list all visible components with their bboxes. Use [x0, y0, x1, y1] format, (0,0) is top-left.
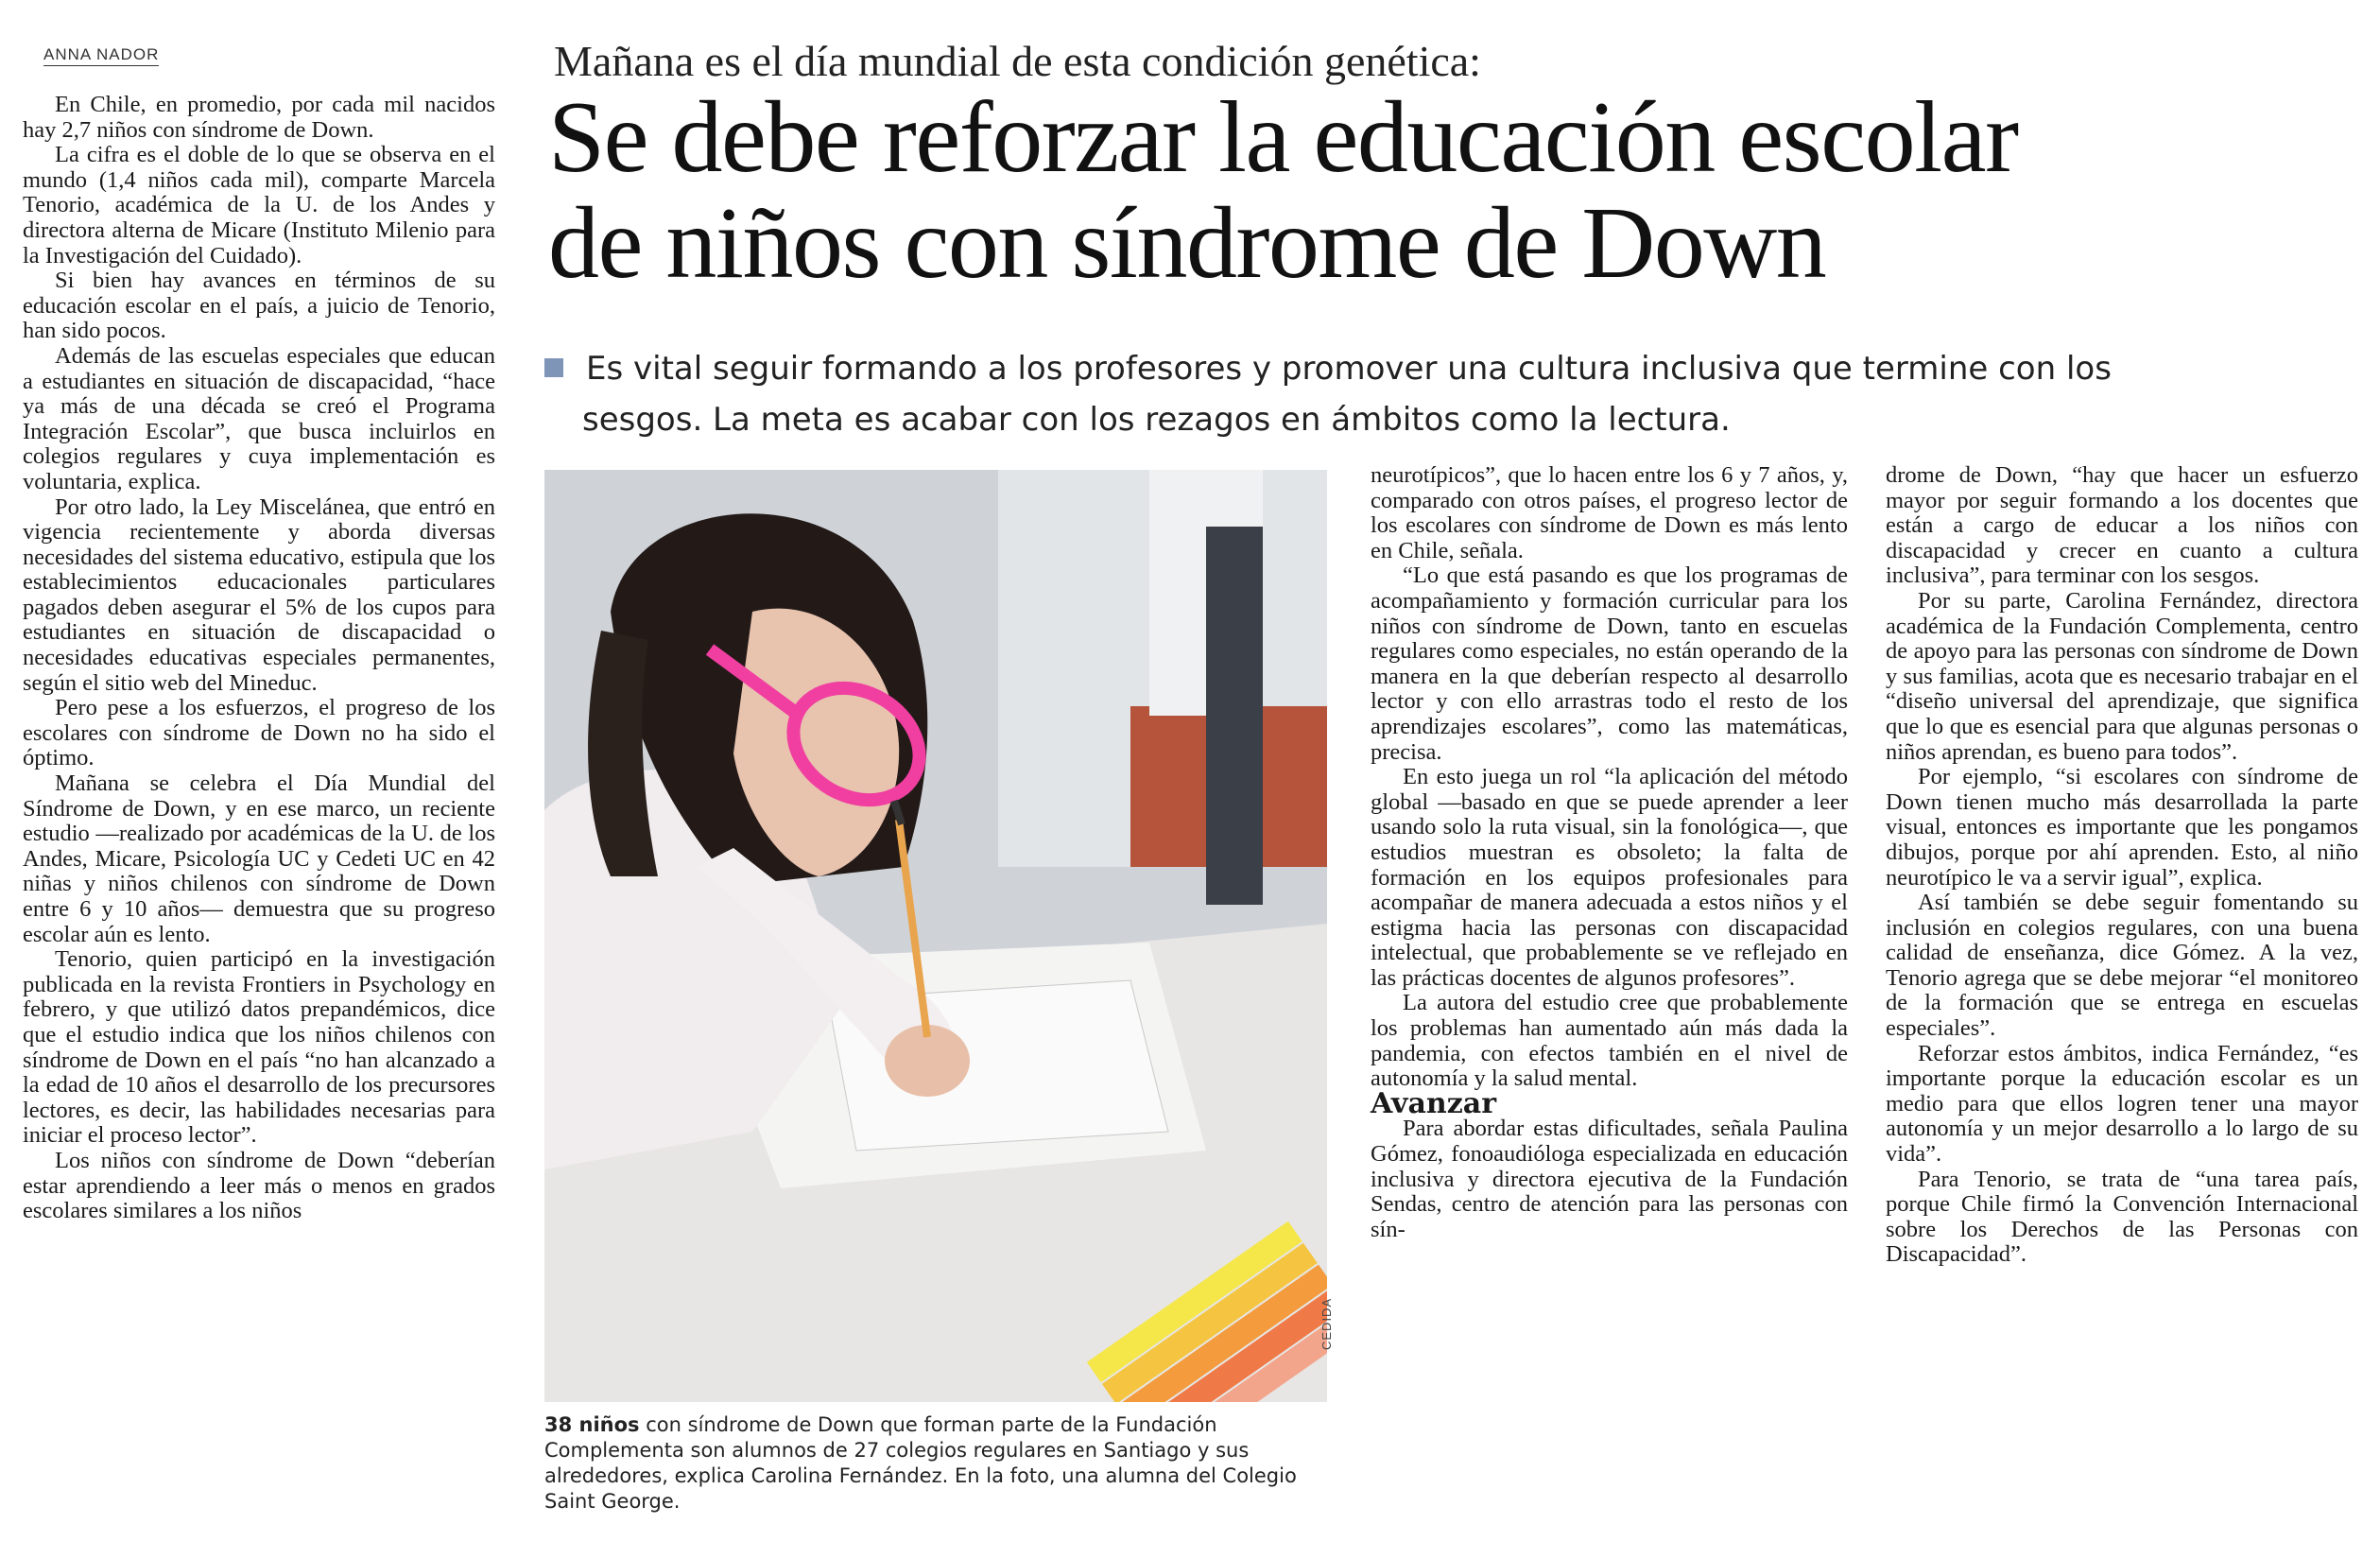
paragraph: Los niños con síndrome de Down “deberían estar aprendiendo a leer más o menos en grados escolares similares a los niños — [23, 1147, 495, 1224]
article-photo — [544, 470, 1327, 1402]
paragraph: Si bien hay avances en términos de su educación escolar en el país, a juicio de Tenorio, han sido pocos. — [23, 268, 495, 344]
article-column-2 — [1371, 463, 1848, 1242]
caption-lead: 38 niños — [544, 1413, 640, 1436]
paragraph: En esto juega un rol “la aplicación del método global —basado en que se puede aprender a leer usando solo la ruta visual, sin la fonológica—, que estudios muestran es obsoleto; la falta de formación en los equipos profesionales para acompañar de manera adecuada a estos niños y el estigma hacia las personas con discapacidad intelectual, que probablemente se ve reflejado en las prácticas docentes de algunos profesores”. — [1371, 764, 1848, 991]
paragraph: Por ejemplo, “si escolares con síndrome de Down tienen mucho más desarrollada la parte visual, entonces es importante que les pongamos dibujos, porque por ahí aprenden. Esto, al niño neurotípico le va a servir igual”, explica. — [1886, 764, 2358, 891]
kicker: Mañana es el día mundial de esta condición genética: — [554, 37, 1481, 85]
deck — [544, 343, 2321, 445]
photo-illustration — [544, 470, 1327, 1402]
paragraph: “Lo que está pasando es que los programas de acompañamiento y formación curricular para los niños con síndrome de Down, tanto en escuelas regulares como especiales, no están operando de la manera en la que deberían respecto al desarrollo lector y con ello arrastras todo el resto de los aprendizajes escolares”, como las matemáticas, precisa. — [1371, 563, 1848, 765]
paragraph: Además de las escuelas especiales que educan a estudiantes en situación de discapacidad, “hace ya más de una década se creó el Programa Integración Escolar”, que busca incluirlos en colegios regulares y cuya implementación es voluntaria, explica. — [23, 342, 495, 494]
headline-line: Se debe reforzar la educación escolar — [548, 81, 2018, 194]
photo-credit: CEDIDA — [1319, 1297, 1334, 1350]
paragraph: En Chile, en promedio, por cada mil nacidos hay 2,7 niños con síndrome de Down. — [23, 92, 495, 143]
square-bullet-icon — [544, 358, 563, 377]
paragraph: Pero pese a los esfuerzos, el progreso de los escolares con síndrome de Down no ha sido el óptimo. — [23, 695, 495, 771]
deck-line: Es vital seguir formando a los profesores y promover una cultura inclusiva que termine con los — [586, 350, 2112, 388]
headline — [548, 81, 2344, 300]
byline: ANNA NADOR — [43, 45, 159, 66]
paragraph: La autora del estudio cree que probablemente los problemas han aumentado aún más dada la pandemia, con efectos también en el nivel de autonomía y la salud mental. — [1371, 990, 1848, 1092]
paragraph: neurotípicos”, que lo hacen entre los 6 y 7 años, y, comparado con otros países, el progreso lector de los escolares con síndrome de Down es más lento en Chile, señala. — [1371, 462, 1848, 563]
paragraph: Reforzar estos ámbitos, indica Fernández, “es importante porque la educación escolar es un medio para que ellos logren tener una mayor autonomía y un mejor desarrollo a lo largo de su vida”. — [1886, 1040, 2358, 1168]
section-subhead: Avanzar — [1371, 1086, 1497, 1120]
paragraph: Para abordar estas dificultades, señala Paulina Gómez, fonoaudióloga especializada en educación inclusiva y directora ejecutiva de la Fundación Sendas, centro de atención para las personas con sín- — [1371, 1116, 1848, 1242]
headline-line: de niños con síndrome de Down — [548, 187, 1826, 300]
photo-caption — [544, 1412, 1329, 1515]
article-column-3 — [1886, 463, 2358, 1268]
deck-line: sesgos. La meta es acabar con los rezagos en ámbitos como la lectura. — [582, 401, 1731, 439]
paragraph: Para Tenorio, se trata de “una tarea país, porque Chile firmó la Convención Internacional sobre los Derechos de las Personas con Discapacidad”. — [1886, 1166, 2358, 1268]
caption-text: con síndrome de Down que forman parte de la Fundación Complementa son alumnos de 27 colegios regulares en Santiago y sus alrededores, explica Carolina Fernández. En la foto, una alumna del Colegio Saint George. — [544, 1413, 1297, 1513]
paragraph: Mañana se celebra el Día Mundial del Síndrome de Down, y en ese marco, un reciente estudio —realizado por académicas de la U. de los Andes, Micare, Psicología UC y Cedeti UC en 42 niñas y niños chilenos con síndrome de Down entre 6 y 10 años— demuestra que su progreso escolar aún es lento. — [23, 770, 495, 947]
paragraph: Por otro lado, la Ley Miscelánea, que entró en vigencia recientemente y aborda diversas necesidades del sistema educativo, estipula que los establecimientos educacionales particulares pagados deben asegurar el 5% de los cupos para estudiantes en situación de discapacidad o necesidades educativas especiales permanentes, según el sitio web del Mineduc. — [23, 493, 495, 696]
paragraph: Tenorio, quien participó en la investigación publicada en la revista Frontiers in Psychology en febrero, y que utilizó datos prepandémicos, dice que el estudio indica que los niños chilenos con síndrome de Down en el país “no han alcanzado a la edad de 10 años el desarrollo de los precursores lectores, es decir, las habilidades necesarias para iniciar el proceso lector”. — [23, 946, 495, 1149]
paragraph: La cifra es el doble de lo que se observa en el mundo (1,4 niños cada mil), comparte Marcela Tenorio, académica de la U. de los Andes y directora alterna de Micare (Instituto Milenio para la Investigación del Cuidado). — [23, 142, 495, 268]
paragraph: Así también se debe seguir fomentando su inclusión en colegios regulares, con una buena calidad de enseñanza, dice Gómez. A la vez, Tenorio agrega que se debe mejorar “el monitoreo de la formación que se entrega en escuelas especiales”. — [1886, 890, 2358, 1042]
paragraph: drome de Down, “hay que hacer un esfuerzo mayor por seguir formando a los docentes que están a cargo de educar a los niños con discapacidad y crecer en cuanto a cultura inclusiva”, para terminar con los sesgos. — [1886, 462, 2358, 589]
paragraph: Por su parte, Carolina Fernández, directora académica de la Fundación Complementa, centro de apoyo para las personas con síndrome de Down y sus familias, acota que es necesario trabajar en el “diseño universal del aprendizaje, que significa que lo que es esencial para que algunas personas o niños aprendan, es bueno para todos”. — [1886, 587, 2358, 765]
article-column-1 — [23, 93, 495, 1224]
